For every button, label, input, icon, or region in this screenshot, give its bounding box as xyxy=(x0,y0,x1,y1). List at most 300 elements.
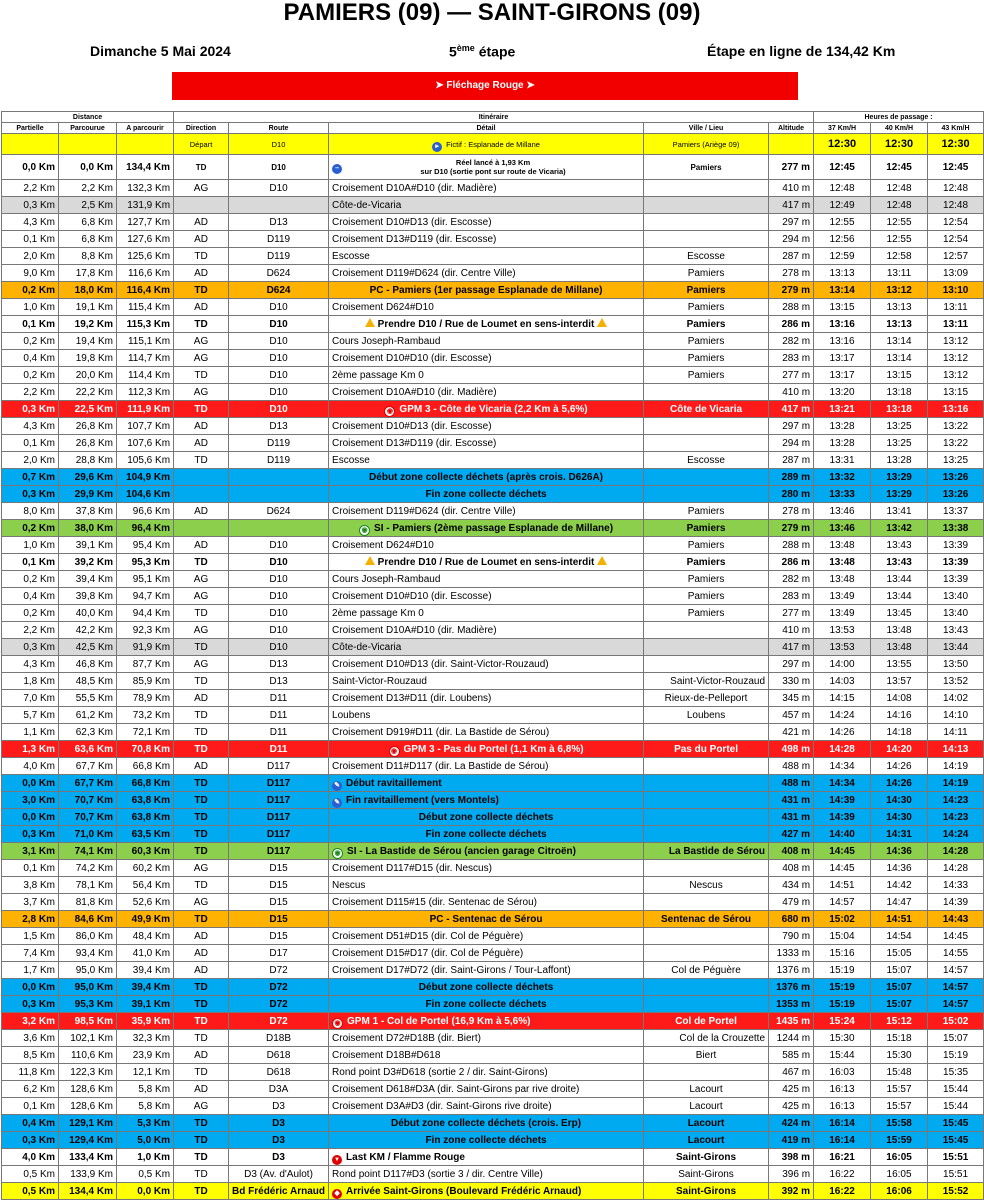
route-cell: D117 xyxy=(229,758,329,775)
start-ville: Pamiers (Ariège 09) xyxy=(644,134,769,155)
detail-cell xyxy=(329,1098,644,1115)
a-parcourir-cell: 94,4 Km xyxy=(117,605,174,622)
route-cell: D11 xyxy=(229,707,329,724)
detail-cell xyxy=(329,673,644,690)
direction-cell: TD xyxy=(174,248,229,265)
direction-cell: AG xyxy=(174,384,229,401)
time-43-cell: 15:19 xyxy=(928,1047,984,1064)
ville-cell: Pamiers xyxy=(644,350,769,367)
direction-cell: TD xyxy=(174,1149,229,1166)
detail-text: Arrivée Saint-Girons (Boulevard Frédéric Arnaud) xyxy=(346,1185,582,1197)
reel-aparcourir: 134,4 Km xyxy=(117,155,174,180)
time-37-cell: 13:21 xyxy=(814,401,871,418)
time-40-cell: 13:29 xyxy=(871,486,928,503)
detail-cell xyxy=(329,639,644,656)
route-cell: D72 xyxy=(229,1013,329,1030)
ville-cell: Pamiers xyxy=(644,605,769,622)
detail-cell xyxy=(329,1030,644,1047)
route-cell: D13 xyxy=(229,214,329,231)
altitude-cell: 297 m xyxy=(769,418,814,435)
detail-text: Croisement D10#D10 (dir. Escosse) xyxy=(332,352,492,364)
partielle-cell: 0,0 Km xyxy=(2,775,59,792)
detail-cell xyxy=(329,656,644,673)
column-header: Parcourue xyxy=(59,123,117,134)
ville-cell xyxy=(644,656,769,673)
detail-text: Croisement D51#D15 (dir. Col de Péguère) xyxy=(332,930,524,942)
direction-cell: TD xyxy=(174,554,229,571)
time-43-cell: 14:10 xyxy=(928,707,984,724)
ville-cell xyxy=(644,775,769,792)
time-40-cell: 14:42 xyxy=(871,877,928,894)
time-43-cell: 14:43 xyxy=(928,911,984,928)
time-43-cell: 14:57 xyxy=(928,979,984,996)
a-parcourir-cell: 41,0 Km xyxy=(117,945,174,962)
time-40-cell: 13:55 xyxy=(871,656,928,673)
column-header: 37 Km/H xyxy=(814,123,871,134)
route-cell: D10 xyxy=(229,333,329,350)
time-37-cell: 15:04 xyxy=(814,928,871,945)
detail-cell xyxy=(329,1064,644,1081)
direction-cell: AG xyxy=(174,350,229,367)
altitude-cell: 282 m xyxy=(769,333,814,350)
gpm-icon: ◉ xyxy=(332,1018,343,1029)
time-43-cell: 14:11 xyxy=(928,724,984,741)
detail-cell xyxy=(329,503,644,520)
time-43-cell: 13:09 xyxy=(928,265,984,282)
table-row xyxy=(2,265,984,282)
table-row xyxy=(2,418,984,435)
cell xyxy=(59,134,117,155)
time-37-cell: 14:39 xyxy=(814,792,871,809)
time-40-cell: 13:18 xyxy=(871,401,928,418)
direction-cell: AD xyxy=(174,435,229,452)
ville-cell xyxy=(644,724,769,741)
ville-cell xyxy=(644,792,769,809)
table-row xyxy=(2,758,984,775)
route-cell: D72 xyxy=(229,996,329,1013)
altitude-cell: 277 m xyxy=(769,605,814,622)
partielle-cell: 0,3 Km xyxy=(2,197,59,214)
parcourue-cell: 26,8 Km xyxy=(59,418,117,435)
a-parcourir-cell: 5,3 Km xyxy=(117,1115,174,1132)
a-parcourir-cell: 132,3 Km xyxy=(117,180,174,197)
detail-text: SI - Pamiers (2ème passage Esplanade de Millane) xyxy=(374,522,614,534)
time-40-cell: 16:06 xyxy=(871,1183,928,1200)
table-row xyxy=(2,860,984,877)
table-row xyxy=(2,945,984,962)
column-header-row xyxy=(2,123,984,134)
route-cell: D3 xyxy=(229,1098,329,1115)
direction-cell: TD xyxy=(174,996,229,1013)
partielle-cell: 0,0 Km xyxy=(2,809,59,826)
route-cell: D119 xyxy=(229,231,329,248)
detail-text: SI - La Bastide de Sérou (ancien garage Citroën) xyxy=(347,845,576,857)
time-40-cell: 13:14 xyxy=(871,333,928,350)
table-row xyxy=(2,928,984,945)
table-row xyxy=(2,877,984,894)
stage-date: Dimanche 5 Mai 2024 xyxy=(90,43,231,59)
column-header: Partielle xyxy=(2,123,59,134)
detail-text: Escosse xyxy=(332,250,370,262)
time-43-cell: 13:39 xyxy=(928,554,984,571)
ville-cell: La Bastide de Sérou xyxy=(644,843,769,860)
detail-cell xyxy=(329,775,644,792)
time-43-cell: 13:37 xyxy=(928,503,984,520)
time-43-cell: 14:23 xyxy=(928,809,984,826)
time-40-cell: 15:05 xyxy=(871,945,928,962)
direction-cell xyxy=(174,469,229,486)
altitude-cell: 283 m xyxy=(769,350,814,367)
parcourue-cell: 129,1 Km xyxy=(59,1115,117,1132)
a-parcourir-cell: 78,9 Km xyxy=(117,690,174,707)
direction-cell: AD xyxy=(174,928,229,945)
route-cell: D3 xyxy=(229,1149,329,1166)
time-37-cell: 14:40 xyxy=(814,826,871,843)
direction-cell: TD xyxy=(174,367,229,384)
detail-cell xyxy=(329,1166,644,1183)
detail-cell xyxy=(329,724,644,741)
time-43-cell: 15:45 xyxy=(928,1115,984,1132)
ville-cell: Pamiers xyxy=(644,333,769,350)
detail-text: 2ème passage Km 0 xyxy=(332,607,424,619)
partielle-cell: 0,4 Km xyxy=(2,350,59,367)
altitude-cell: 431 m xyxy=(769,792,814,809)
table-row xyxy=(2,537,984,554)
a-parcourir-cell: 0,5 Km xyxy=(117,1166,174,1183)
a-parcourir-cell: 66,8 Km xyxy=(117,775,174,792)
table-row xyxy=(2,1166,984,1183)
time-37-cell: 13:53 xyxy=(814,622,871,639)
time-40-cell: 12:48 xyxy=(871,180,928,197)
time-40-cell: 13:44 xyxy=(871,571,928,588)
partielle-cell: 3,0 Km xyxy=(2,792,59,809)
detail-text: Croisement D18B#D618 xyxy=(332,1049,441,1061)
time-43-cell: 15:44 xyxy=(928,1081,984,1098)
stage-sup: ème xyxy=(456,43,475,53)
time-40-cell: 13:57 xyxy=(871,673,928,690)
route-cell: D117 xyxy=(229,826,329,843)
direction-cell: TD xyxy=(174,911,229,928)
a-parcourir-cell: 39,1 Km xyxy=(117,996,174,1013)
ville-cell: Lacourt xyxy=(644,1081,769,1098)
time-37-cell: 14:24 xyxy=(814,707,871,724)
time-43-cell: 13:50 xyxy=(928,656,984,673)
parcourue-cell: 37,8 Km xyxy=(59,503,117,520)
detail-text: Croisement D10#D10 (dir. Escosse) xyxy=(332,590,492,602)
column-header: Route xyxy=(229,123,329,134)
time-43-cell: 14:55 xyxy=(928,945,984,962)
parcourue-cell: 81,8 Km xyxy=(59,894,117,911)
altitude-cell: 1333 m xyxy=(769,945,814,962)
route-cell: D10 xyxy=(229,605,329,622)
time-40-cell: 14:30 xyxy=(871,809,928,826)
altitude-cell: 498 m xyxy=(769,741,814,758)
time-43-cell: 14:24 xyxy=(928,826,984,843)
time-37-cell: 13:31 xyxy=(814,452,871,469)
parcourue-cell: 61,2 Km xyxy=(59,707,117,724)
a-parcourir-cell: 115,1 Km xyxy=(117,333,174,350)
start-t40: 12:30 xyxy=(871,134,928,155)
flechage-banner: ➤ Fléchage Rouge ➤ xyxy=(172,72,798,100)
partielle-cell: 0,1 Km xyxy=(2,554,59,571)
altitude-cell: 680 m xyxy=(769,911,814,928)
time-43-cell: 15:02 xyxy=(928,1013,984,1030)
detail-cell xyxy=(329,435,644,452)
a-parcourir-cell: 115,4 Km xyxy=(117,299,174,316)
time-37-cell: 13:28 xyxy=(814,418,871,435)
time-40-cell: 14:54 xyxy=(871,928,928,945)
parcourue-cell: 18,0 Km xyxy=(59,282,117,299)
detail-cell xyxy=(329,690,644,707)
detail-cell xyxy=(329,1149,644,1166)
detail-text: Croisement D10A#D10 (dir. Madière) xyxy=(332,182,497,194)
ville-cell: Pamiers xyxy=(644,282,769,299)
table-row xyxy=(2,299,984,316)
ville-cell: Biert xyxy=(644,1047,769,1064)
time-40-cell: 13:44 xyxy=(871,588,928,605)
time-37-cell: 16:22 xyxy=(814,1166,871,1183)
partielle-cell: 0,2 Km xyxy=(2,520,59,537)
route-cell: D17 xyxy=(229,945,329,962)
ville-cell: Rieux-de-Pelleport xyxy=(644,690,769,707)
itinerary-table xyxy=(1,111,984,1200)
time-40-cell: 14:16 xyxy=(871,707,928,724)
direction-cell: AD xyxy=(174,231,229,248)
detail-text: Rond point D117#D3 (sortie 3 / dir. Centre Ville) xyxy=(332,1168,543,1180)
partielle-cell: 4,0 Km xyxy=(2,1149,59,1166)
partielle-cell: 2,0 Km xyxy=(2,452,59,469)
detail-cell xyxy=(329,758,644,775)
time-40-cell: 15:18 xyxy=(871,1030,928,1047)
direction-cell: AG xyxy=(174,180,229,197)
parcourue-cell: 102,1 Km xyxy=(59,1030,117,1047)
route-cell: D15 xyxy=(229,860,329,877)
time-37-cell: 16:13 xyxy=(814,1081,871,1098)
detail-text: Croisement D119#D624 (dir. Centre Ville) xyxy=(332,505,516,517)
a-parcourir-cell: 12,1 Km xyxy=(117,1064,174,1081)
time-43-cell: 13:15 xyxy=(928,384,984,401)
time-37-cell: 13:15 xyxy=(814,299,871,316)
detail-text: Croisement D3A#D3 (dir. Saint-Girons rive droite) xyxy=(332,1100,552,1112)
time-43-cell: 15:51 xyxy=(928,1149,984,1166)
detail-text: Début ravitaillement xyxy=(346,777,442,789)
table-row xyxy=(2,197,984,214)
a-parcourir-cell: 114,7 Km xyxy=(117,350,174,367)
page-title: PAMIERS (09) — SAINT-GIRONS (09) xyxy=(283,0,701,26)
table-row xyxy=(2,316,984,333)
time-37-cell: 14:00 xyxy=(814,656,871,673)
table-row xyxy=(2,520,984,537)
detail-cell xyxy=(329,520,644,537)
ville-cell xyxy=(644,860,769,877)
detail-text: Cours Joseph-Rambaud xyxy=(332,335,441,347)
cell xyxy=(769,134,814,155)
reel-detail xyxy=(329,155,644,180)
time-37-cell: 13:32 xyxy=(814,469,871,486)
route-cell: D11 xyxy=(229,724,329,741)
direction-cell: TD xyxy=(174,809,229,826)
route-cell: D10 xyxy=(229,588,329,605)
parcourue-cell: 46,8 Km xyxy=(59,656,117,673)
column-header: 40 Km/H xyxy=(871,123,928,134)
time-40-cell: 14:36 xyxy=(871,843,928,860)
direction-cell: AD xyxy=(174,537,229,554)
a-parcourir-cell: 72,1 Km xyxy=(117,724,174,741)
reel-altitude: 277 m xyxy=(769,155,814,180)
time-37-cell: 14:15 xyxy=(814,690,871,707)
altitude-cell: 790 m xyxy=(769,928,814,945)
time-40-cell: 16:05 xyxy=(871,1166,928,1183)
parcourue-cell: 129,4 Km xyxy=(59,1132,117,1149)
route-cell: D72 xyxy=(229,979,329,996)
ville-cell xyxy=(644,928,769,945)
detail-cell xyxy=(329,860,644,877)
partielle-cell: 0,3 Km xyxy=(2,826,59,843)
table-row xyxy=(2,248,984,265)
ville-cell xyxy=(644,418,769,435)
stage-distance: Étape en ligne de 134,42 Km xyxy=(707,43,896,59)
a-parcourir-cell: 114,4 Km xyxy=(117,367,174,384)
route-cell: D10 xyxy=(229,316,329,333)
partielle-cell: 7,4 Km xyxy=(2,945,59,962)
detail-text: Croisement D618#D3A (dir. Saint-Girons par rive droite) xyxy=(332,1083,580,1095)
partielle-cell: 2,2 Km xyxy=(2,622,59,639)
time-37-cell: 13:46 xyxy=(814,520,871,537)
altitude-cell: 479 m xyxy=(769,894,814,911)
stage-word: étape xyxy=(478,43,516,60)
partielle-cell: 4,3 Km xyxy=(2,656,59,673)
time-40-cell: 13:43 xyxy=(871,554,928,571)
partielle-cell: 0,3 Km xyxy=(2,996,59,1013)
partielle-cell: 3,7 Km xyxy=(2,894,59,911)
altitude-cell: 1244 m xyxy=(769,1030,814,1047)
time-37-cell: 15:44 xyxy=(814,1047,871,1064)
ville-cell xyxy=(644,469,769,486)
detail-text: Croisement D10#D13 (dir. Escosse) xyxy=(332,216,492,228)
direction-cell: TD xyxy=(174,401,229,418)
time-43-cell: 14:19 xyxy=(928,775,984,792)
parcourue-cell: 128,6 Km xyxy=(59,1098,117,1115)
altitude-cell: 277 m xyxy=(769,367,814,384)
time-40-cell: 14:31 xyxy=(871,826,928,843)
time-43-cell: 13:43 xyxy=(928,622,984,639)
detail-cell xyxy=(329,945,644,962)
ville-cell: Loubens xyxy=(644,707,769,724)
table-row xyxy=(2,180,984,197)
direction-cell: TD xyxy=(174,639,229,656)
detail-text: Croisement D115#15 (dir. Sentenac de Sérou) xyxy=(332,896,537,908)
detail-cell xyxy=(329,333,644,350)
parcourue-cell: 20,0 Km xyxy=(59,367,117,384)
reel-t43: 12:45 xyxy=(928,155,984,180)
time-43-cell: 13:39 xyxy=(928,537,984,554)
altitude-cell: 287 m xyxy=(769,452,814,469)
time-40-cell: 14:20 xyxy=(871,741,928,758)
parcourue-cell: 93,4 Km xyxy=(59,945,117,962)
a-parcourir-cell: 92,3 Km xyxy=(117,622,174,639)
altitude-cell: 488 m xyxy=(769,758,814,775)
parcourue-cell: 110,6 Km xyxy=(59,1047,117,1064)
time-37-cell: 16:03 xyxy=(814,1064,871,1081)
detail-text: Début zone collecte déchets (crois. Erp) xyxy=(391,1117,582,1129)
detail-cell xyxy=(329,367,644,384)
detail-cell xyxy=(329,469,644,486)
route-cell xyxy=(229,469,329,486)
detail-text: Côte-de-Vicaria xyxy=(332,641,402,653)
altitude-cell: 1376 m xyxy=(769,979,814,996)
a-parcourir-cell: 112,3 Km xyxy=(117,384,174,401)
parcourue-cell: 42,2 Km xyxy=(59,622,117,639)
altitude-cell: 1376 m xyxy=(769,962,814,979)
time-40-cell: 13:48 xyxy=(871,622,928,639)
detail-text: Côte-de-Vicaria xyxy=(332,199,402,211)
direction-cell xyxy=(174,520,229,537)
altitude-cell: 408 m xyxy=(769,843,814,860)
time-40-cell: 13:29 xyxy=(871,469,928,486)
group-header-row xyxy=(2,112,984,123)
table-row xyxy=(2,996,984,1013)
route-cell: D3 xyxy=(229,1132,329,1149)
detail-text: PC - Pamiers (1er passage Esplanade de Millane) xyxy=(369,284,603,296)
direction-cell: TD xyxy=(174,1013,229,1030)
parcourue-cell: 98,5 Km xyxy=(59,1013,117,1030)
table-row xyxy=(2,1064,984,1081)
detail-cell xyxy=(329,588,644,605)
time-43-cell: 14:39 xyxy=(928,894,984,911)
table-row xyxy=(2,809,984,826)
parcourue-cell: 74,2 Km xyxy=(59,860,117,877)
parcourue-cell: 8,8 Km xyxy=(59,248,117,265)
detail-cell xyxy=(329,1047,644,1064)
group-itineraire: Itinéraire xyxy=(174,112,814,123)
route-cell: D3 (Av. d'Aulot) xyxy=(229,1166,329,1183)
time-40-cell: 14:47 xyxy=(871,894,928,911)
partielle-cell: 7,0 Km xyxy=(2,690,59,707)
a-parcourir-cell: 0,0 Km xyxy=(117,1183,174,1200)
direction-cell: TD xyxy=(174,877,229,894)
table-row xyxy=(2,1115,984,1132)
time-40-cell: 15:57 xyxy=(871,1098,928,1115)
table-row xyxy=(2,1098,984,1115)
time-43-cell: 15:51 xyxy=(928,1166,984,1183)
time-37-cell: 13:16 xyxy=(814,333,871,350)
time-37-cell: 16:13 xyxy=(814,1098,871,1115)
gpm-icon: ◉ xyxy=(384,406,395,417)
time-43-cell: 14:13 xyxy=(928,741,984,758)
time-43-cell: 13:22 xyxy=(928,435,984,452)
detail-text: Croisement D15#D17 (dir. Col de Péguère) xyxy=(332,947,524,959)
a-parcourir-cell: 1,0 Km xyxy=(117,1149,174,1166)
warning-icon xyxy=(597,318,607,327)
detail-text: Croisement D624#D10 xyxy=(332,301,434,313)
parcourue-cell: 70,7 Km xyxy=(59,792,117,809)
ville-cell xyxy=(644,384,769,401)
a-parcourir-cell: 105,6 Km xyxy=(117,452,174,469)
route-cell: Bd Frédéric Arnaud xyxy=(229,1183,329,1200)
altitude-cell: 410 m xyxy=(769,622,814,639)
time-37-cell: 14:34 xyxy=(814,758,871,775)
direction-cell: TD xyxy=(174,775,229,792)
direction-cell: TD xyxy=(174,843,229,860)
detail-cell xyxy=(329,996,644,1013)
a-parcourir-cell: 35,9 Km xyxy=(117,1013,174,1030)
time-40-cell: 12:48 xyxy=(871,197,928,214)
altitude-cell: 294 m xyxy=(769,435,814,452)
route-cell: D624 xyxy=(229,503,329,520)
direction-cell: TD xyxy=(174,452,229,469)
altitude-cell: 427 m xyxy=(769,826,814,843)
table-row xyxy=(2,1149,984,1166)
